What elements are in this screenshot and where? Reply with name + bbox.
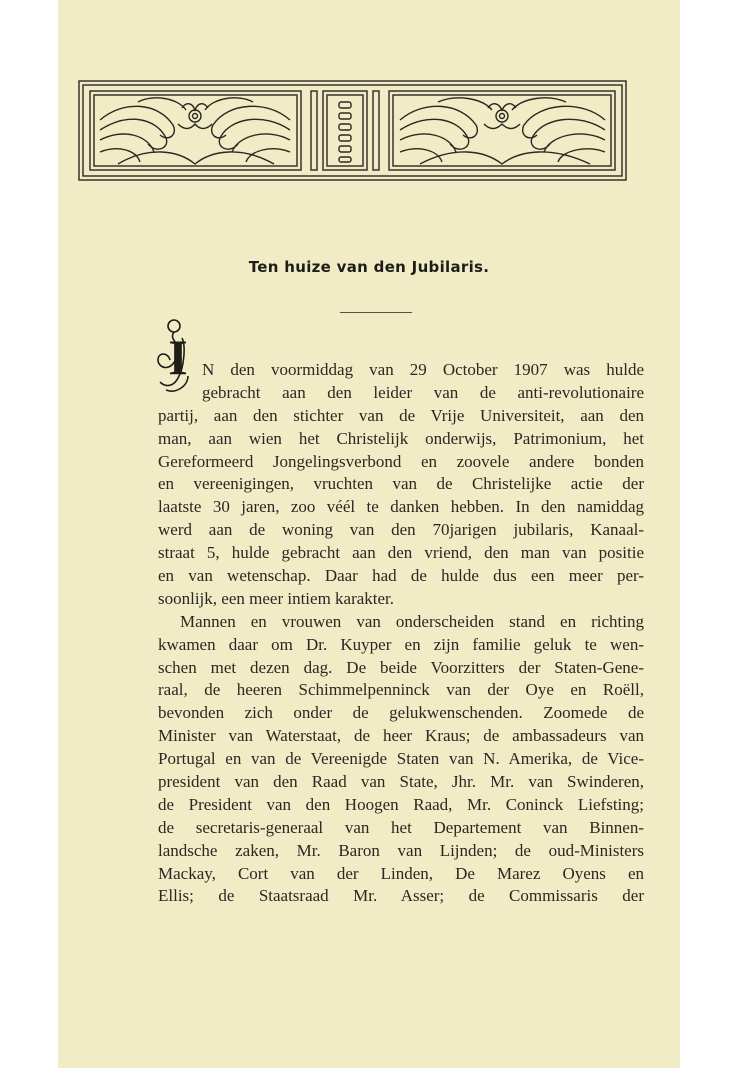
text-line: en vereenigingen, vruchten van de Christelijke actie der	[158, 474, 644, 494]
text-line: president van den Raad van State, Jhr. Mr. van Swinderen,	[158, 772, 644, 792]
text-line: man, aan wien het Christelijk onderwijs, Patrimonium, het	[158, 428, 644, 448]
text-line: Mackay, Cort van der Linden, De Marez Oyens en	[158, 863, 644, 883]
text-line: schen met dezen dag. De beide Voorzitters der Staten-Gene-	[158, 657, 644, 677]
chapter-heading: Ten huize van den Jubilaris.	[248, 258, 490, 276]
text-line: straat 5, hulde gebracht aan den vriend, den man van positie	[158, 543, 644, 563]
text-line: de secretaris-generaal van het Departement van Binnen-	[158, 817, 644, 837]
text-line: gebracht aan den leider van de anti-revolutionaire	[202, 382, 644, 402]
body-text	[158, 359, 644, 908]
text-line: raal, de heeren Schimmelpenninck van der Oye en Roëll,	[158, 680, 644, 700]
text-line: de President van den Hoogen Raad, Mr. Coninck Liefsting;	[158, 794, 644, 814]
text-line: en van wetenschap. Daar had de hulde dus een meer per-	[158, 566, 644, 586]
text-line: bevonden zich onder de gelukwenschenden. Zoomede de	[158, 703, 644, 723]
text-line: kwamen daar om Dr. Kuyper en zijn familie geluk te wen-	[158, 634, 644, 654]
drop-cap-letter: I	[168, 329, 188, 385]
text-line: landsche zaken, Mr. Baron van Lijnden; de oud-Ministers	[158, 840, 644, 860]
text-line: partij, aan den stichter van de Vrije Universiteit, aan den	[158, 405, 644, 425]
text-line: werd aan de woning van den 70jarigen jubilaris, Kanaal-	[158, 520, 644, 540]
text-line: Minister van Waterstaat, de heer Kraus; de ambassadeurs van	[158, 726, 644, 746]
text-line: N den voormiddag van 29 October 1907 was hulde	[202, 360, 644, 379]
text-line: laatste 30 jaren, zoo véél te danken hebben. In den namiddag	[158, 497, 644, 517]
text-line: Mannen en vrouwen van onderscheiden stand en richting	[180, 611, 644, 631]
text-line: Gereformeerd Jongelingsverbond en zoovele andere bonden	[158, 451, 644, 471]
art-nouveau-header-ornament	[78, 80, 627, 181]
text-line: Ellis; de Staatsraad Mr. Asser; de Commissaris der	[158, 886, 644, 906]
book-page	[58, 0, 680, 1068]
text-line: Portugal en van de Vereenigde Staten van N. Amerika, de Vice-	[158, 749, 644, 769]
text-line: soonlijk, een meer intiem karakter.	[158, 588, 395, 608]
heading-divider	[340, 312, 412, 313]
